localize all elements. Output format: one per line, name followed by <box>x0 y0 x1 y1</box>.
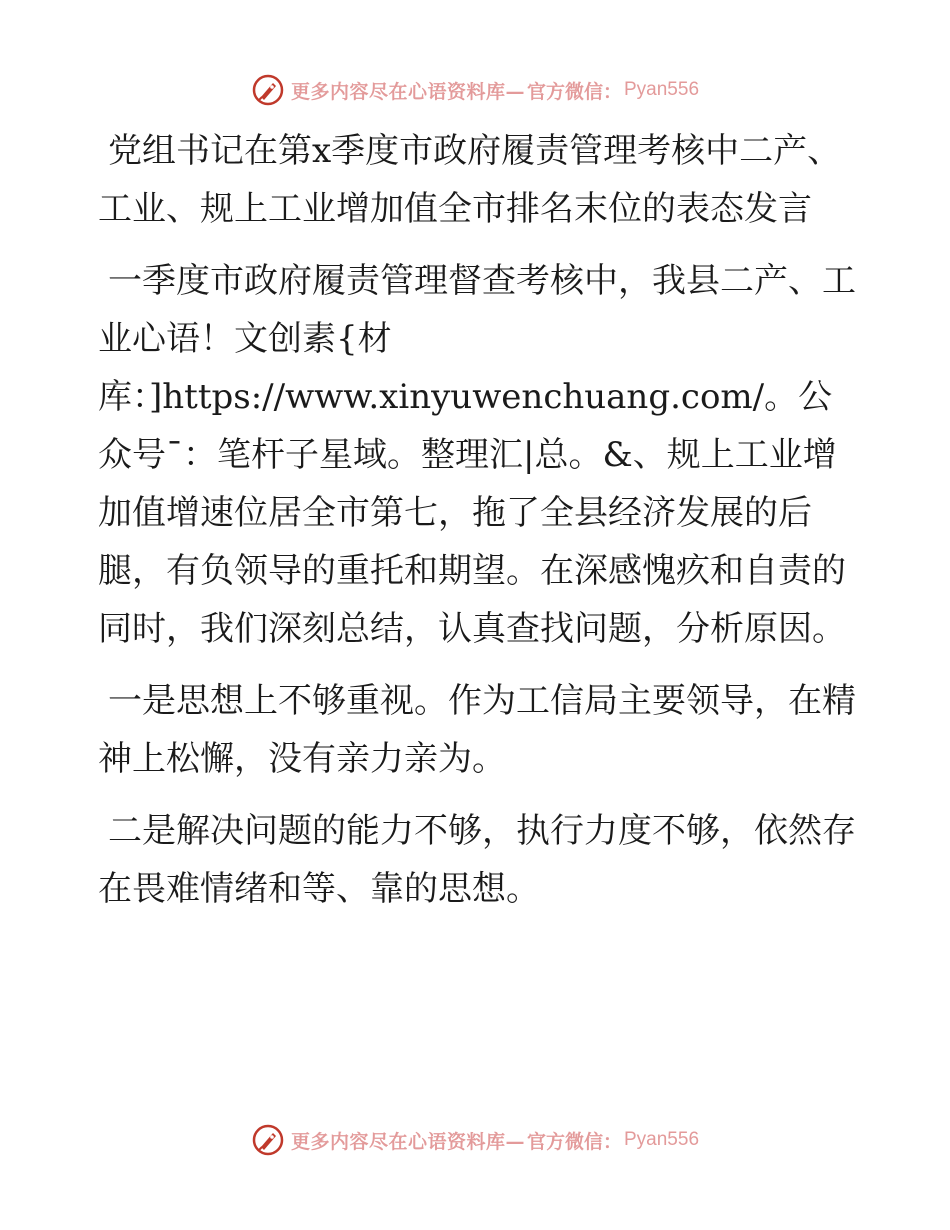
document-body <box>98 122 858 918</box>
banner-wechat-id: Pyan556 <box>624 1129 700 1150</box>
banner-slogan: 更多内容尽在心语资料库— <box>290 1130 525 1153</box>
banner-slogan: 更多内容尽在心语资料库— <box>290 80 525 103</box>
paragraph-intro: 一季度市政府履责管理督查考核中，我县二产、工业心语！文创素{材库：]https://www.xinyuwenchuang.com/。公众号¯：笔杆子星域。整理汇|总。&、规上工业增加值增速位居全市第七，拖了全县经济发展的后腿，有负领导的重托和期望。在深感愧疚和自责的同时，我们深刻总结，认真查找问题，分析原因。 <box>98 261 856 649</box>
banner-wechat-label: 官方微信： <box>526 1130 622 1153</box>
paragraph-point-one: 一是思想上不够重视。作为工信局主要领导，在精神上松懈，没有亲力亲为。 <box>98 681 856 779</box>
banner-wechat-id: Pyan556 <box>624 79 700 100</box>
document-title: 党组书记在第x季度市政府履责管理考核中二产、工业、规上工业增加值全市排名末位的表态发言 <box>98 131 842 229</box>
paragraph-point-two: 二是解决问题的能力不够，执行力度不够，依然存在畏难情绪和等、靠的思想。 <box>98 811 856 909</box>
footer-banner <box>0 1120 950 1160</box>
banner-wechat-label: 官方微信： <box>526 80 622 103</box>
pen-nib-logo-icon <box>251 73 285 107</box>
pen-nib-logo-icon <box>251 1123 285 1157</box>
header-banner <box>0 70 950 110</box>
